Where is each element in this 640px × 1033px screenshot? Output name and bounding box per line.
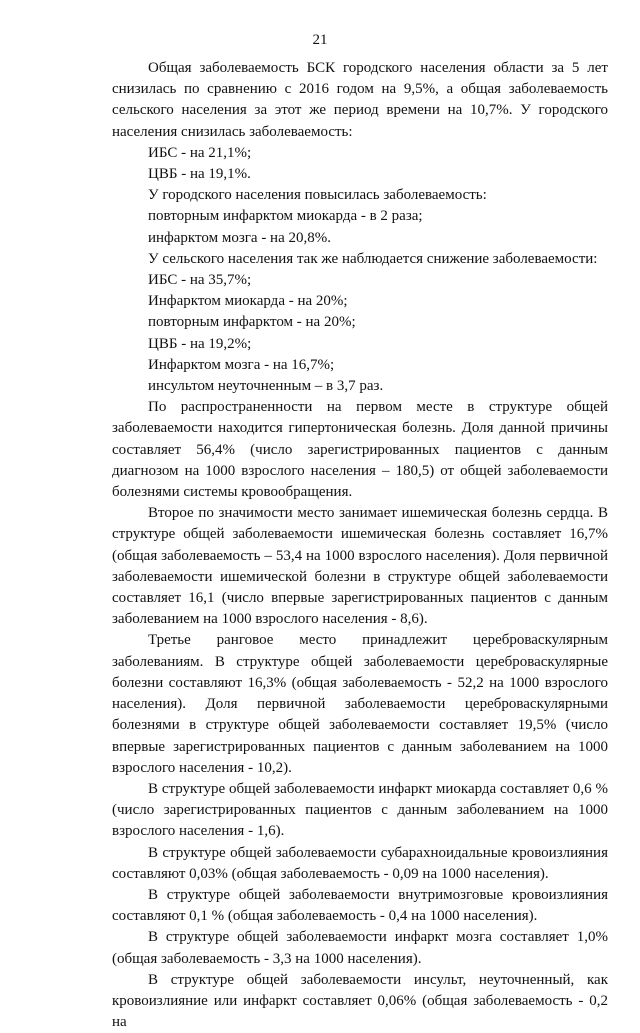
body-paragraph: В структуре общей заболеваемости инфаркт мозга составляет 1,0% (общая заболеваемость - 3,3 на 1000 населения). bbox=[112, 929, 608, 967]
list-line: инфарктом мозга - на 20,8%. bbox=[148, 229, 331, 246]
list-line: ИБС - на 21,1%; bbox=[148, 144, 252, 161]
body-paragraph: Второе по значимости место занимает ишемическая болезнь сердца. В структуре общей заболеваемости ишемическая болезнь составляет 16,7% (общая заболеваемость – 53,4 на 1000 взрослого населения). Доля первичной заболеваемости ишемической болезни в структуре общей заболеваемости составляет 16,1 (число впервые зарегистрированных пациентов с данным заболеванием на 1000 взрослого населения - 8,6). bbox=[112, 505, 608, 628]
list-line: У сельского населения так же наблюдается снижение заболеваемости: bbox=[148, 250, 598, 267]
list-line: У городского населения повысилась заболеваемость: bbox=[148, 187, 487, 204]
list-line: инсультом неуточненным – в 3,7 раз. bbox=[148, 378, 384, 395]
page-number: 21 bbox=[312, 32, 328, 48]
body-paragraph: В структуре общей заболеваемости субарахноидальные кровоизлияния составляют 0,03% (общая заболеваемость - 0,09 на 1000 населения). bbox=[112, 844, 608, 882]
list-line: Инфарктом миокарда - на 20%; bbox=[148, 293, 348, 310]
list-line: повторным инфарктом миокарда - в 2 раза; bbox=[148, 208, 423, 225]
list-line: ИБС - на 35,7%; bbox=[148, 272, 252, 289]
document-body bbox=[112, 58, 608, 1033]
body-paragraph: В структуре общей заболеваемости инфаркт миокарда составляет 0,6 % (число зарегистрированных пациентов с данным заболеванием на 1000 взрослого населения - 1,6). bbox=[112, 780, 608, 840]
body-paragraph: Третье ранговое место принадлежит цереброваскулярным заболеваниям. В структуре общей заболеваемости цереброваскулярные болезни составляют 16,3% (общая заболеваемость - 52,2 на 1000 взрослого населения). Доля первичной заболеваемости цереброваскулярными болезнями в структуре общей заболеваемости составляет 19,5% (число впервые зарегистрированных пациентов с данным заболеванием на 1000 взрослого населения - 10,2). bbox=[112, 632, 608, 776]
list-line: ЦВБ - на 19,1%. bbox=[148, 166, 251, 183]
list-line: ЦВБ - на 19,2%; bbox=[148, 335, 252, 352]
body-paragraph: Общая заболеваемость БСК городского населения области за 5 лет снизилась по сравнению с 2016 годом на 9,5%, а общая заболеваемость сельского населения за этот же период времени на 10,7%. У городского населения снизилась заболеваемость: bbox=[112, 60, 608, 140]
body-paragraph: В структуре общей заболеваемости инсульт, неуточненный, как кровоизлияние или инфаркт составляет 0,06% (общая заболеваемость - 0,2 на bbox=[112, 971, 608, 1031]
list-line: повторным инфарктом - на 20%; bbox=[148, 314, 356, 331]
list-line: Инфарктом мозга - на 16,7%; bbox=[148, 356, 335, 373]
body-paragraph: В структуре общей заболеваемости внутримозговые кровоизлияния составляют 0,1 % (общая заболеваемость - 0,4 на 1000 населения). bbox=[112, 886, 608, 925]
body-paragraph: По распространенности на первом месте в структуре общей заболеваемости находится гипертоническая болезнь. Доля данной причины составляет 56,4% (число зарегистрированных пациентов с данным диагнозом на 1000 взрослого населения – 180,5) от общей заболеваемости болезнями системы кровообращения. bbox=[112, 399, 608, 501]
